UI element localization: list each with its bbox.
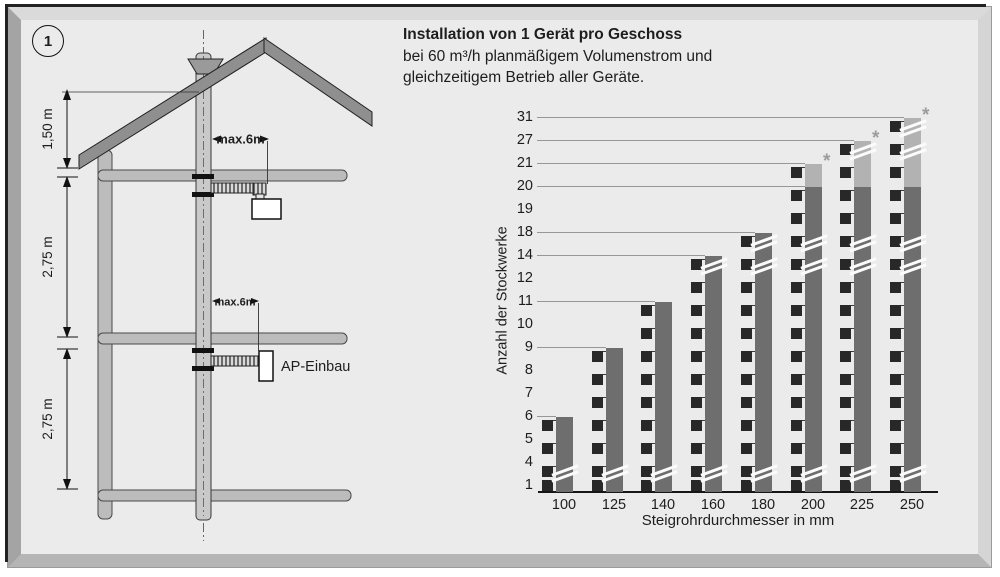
y-axis-label: 27 bbox=[516, 132, 533, 148]
y-axis-label: 10 bbox=[516, 316, 533, 332]
device-unit-square bbox=[791, 443, 802, 454]
device-unit-square bbox=[840, 282, 851, 293]
device-connector-line bbox=[603, 374, 606, 375]
device-connector-line bbox=[652, 420, 655, 421]
device-unit-square bbox=[691, 420, 702, 431]
device-connector-line bbox=[802, 328, 805, 329]
device-connector-line bbox=[752, 351, 755, 352]
x-axis-label: 200 bbox=[800, 497, 826, 513]
y-axis-label: 14 bbox=[516, 247, 533, 263]
device-connector-line bbox=[702, 328, 705, 329]
device-connector-line bbox=[851, 144, 854, 145]
device-connector-line bbox=[851, 374, 854, 375]
y-axis-label: 4 bbox=[524, 454, 533, 470]
device-unit-square bbox=[890, 167, 901, 178]
device-unit-square bbox=[592, 443, 603, 454]
device-unit-square bbox=[890, 374, 901, 385]
device-connector-line bbox=[901, 167, 904, 168]
bar bbox=[655, 302, 672, 493]
device-connector-line bbox=[652, 351, 655, 352]
device-connector-line bbox=[752, 443, 755, 444]
device-unit-square bbox=[791, 167, 802, 178]
dimension-label-lower: 2,75 m bbox=[40, 398, 55, 440]
gridline bbox=[537, 347, 606, 348]
y-axis-title: Anzahl der Stockwerke bbox=[494, 226, 511, 375]
device-unit-square bbox=[641, 305, 652, 316]
device-connector-line bbox=[752, 305, 755, 306]
device-connector-line bbox=[802, 374, 805, 375]
device-connector-line bbox=[752, 420, 755, 421]
device-connector-line bbox=[851, 397, 854, 398]
device-connector-line bbox=[802, 236, 805, 237]
device-unit-square bbox=[641, 443, 652, 454]
device-unit-square bbox=[890, 351, 901, 362]
device-unit-square bbox=[791, 397, 802, 408]
gridline bbox=[537, 301, 655, 302]
y-axis-label: 1 bbox=[524, 477, 533, 493]
device-connector-line bbox=[901, 144, 904, 145]
device-connector-line bbox=[802, 213, 805, 214]
device-connector-line bbox=[802, 167, 805, 168]
device-connector-line bbox=[901, 121, 904, 122]
device-connector-line bbox=[752, 236, 755, 237]
device-unit-square bbox=[741, 328, 752, 339]
y-axis-label: 5 bbox=[524, 431, 533, 447]
device-connector-line bbox=[752, 374, 755, 375]
device-connector-line bbox=[652, 305, 655, 306]
y-axis-label: 8 bbox=[524, 362, 533, 378]
device-connector-line bbox=[752, 328, 755, 329]
dimension-label-upper: 2,75 m bbox=[40, 236, 55, 278]
max-length-label-upper: max.6m bbox=[216, 131, 265, 147]
device-connector-line bbox=[603, 443, 606, 444]
device-unit-square bbox=[791, 190, 802, 201]
device-connector-line bbox=[702, 351, 705, 352]
y-axis-label: 12 bbox=[516, 270, 533, 286]
x-axis-label: 225 bbox=[849, 497, 875, 513]
device-unit-square bbox=[741, 420, 752, 431]
device-connector-line bbox=[752, 259, 755, 260]
gridline bbox=[537, 117, 904, 118]
device-connector-line bbox=[652, 466, 655, 467]
device-label: AP-Einbau bbox=[281, 359, 351, 375]
y-axis-label: 18 bbox=[516, 224, 533, 240]
device-unit-square bbox=[840, 190, 851, 201]
device-connector-line bbox=[802, 190, 805, 191]
device-unit-square bbox=[840, 351, 851, 362]
bar bbox=[854, 187, 871, 493]
device-unit-square bbox=[840, 420, 851, 431]
device-unit-square bbox=[791, 374, 802, 385]
device-connector-line bbox=[901, 259, 904, 260]
x-axis-title: Steigrohrdurchmesser in mm bbox=[641, 512, 835, 529]
device-connector-line bbox=[702, 397, 705, 398]
device-unit-square bbox=[691, 397, 702, 408]
gridline bbox=[537, 416, 556, 417]
device-unit-square bbox=[890, 397, 901, 408]
device-connector-line bbox=[802, 420, 805, 421]
device-connector-line bbox=[901, 443, 904, 444]
figure-subtitle-2: gleichzeitigem Betrieb aller Geräte. bbox=[403, 69, 645, 86]
device-unit-square bbox=[691, 374, 702, 385]
y-axis-label: 21 bbox=[516, 155, 533, 171]
bar bbox=[904, 187, 921, 493]
device-unit-square bbox=[890, 190, 901, 201]
device-unit-square bbox=[641, 420, 652, 431]
device-unit-square bbox=[791, 328, 802, 339]
device-connector-line bbox=[901, 236, 904, 237]
device-unit-square bbox=[840, 167, 851, 178]
device-connector-line bbox=[652, 374, 655, 375]
device-unit-square bbox=[840, 397, 851, 408]
bar-extension bbox=[805, 164, 822, 187]
x-axis-label: 160 bbox=[700, 497, 726, 513]
gridline bbox=[537, 163, 805, 164]
device-connector-line bbox=[901, 282, 904, 283]
device-connector-line bbox=[752, 466, 755, 467]
device-unit-square bbox=[890, 420, 901, 431]
device-unit-square bbox=[641, 397, 652, 408]
device-connector-line bbox=[702, 443, 705, 444]
gridline bbox=[537, 186, 805, 187]
bar bbox=[556, 417, 573, 493]
device-connector-line bbox=[702, 420, 705, 421]
dimension-label-roof: 1,50 m bbox=[40, 108, 55, 150]
x-axis-label: 180 bbox=[750, 497, 776, 513]
device-connector-line bbox=[553, 443, 556, 444]
device-connector-line bbox=[702, 466, 705, 467]
device-connector-line bbox=[901, 190, 904, 191]
device-connector-line bbox=[802, 305, 805, 306]
y-axis-label: 7 bbox=[524, 385, 533, 401]
device-unit-square bbox=[741, 282, 752, 293]
x-axis-label: 125 bbox=[601, 497, 627, 513]
device-unit-square bbox=[890, 213, 901, 224]
device-connector-line bbox=[702, 282, 705, 283]
device-connector-line bbox=[802, 443, 805, 444]
device-connector-line bbox=[851, 282, 854, 283]
device-unit-square bbox=[840, 374, 851, 385]
x-axis-label: 250 bbox=[899, 497, 925, 513]
device-unit-square bbox=[741, 305, 752, 316]
max-length-label-lower: max.6m bbox=[214, 296, 256, 309]
device-connector-line bbox=[553, 420, 556, 421]
device-unit-square bbox=[791, 420, 802, 431]
device-connector-line bbox=[901, 328, 904, 329]
device-connector-line bbox=[553, 466, 556, 467]
device-unit-square bbox=[691, 282, 702, 293]
device-connector-line bbox=[851, 236, 854, 237]
device-connector-line bbox=[901, 213, 904, 214]
device-unit-square bbox=[840, 443, 851, 454]
device-connector-line bbox=[851, 328, 854, 329]
device-unit-square bbox=[542, 420, 553, 431]
device-connector-line bbox=[851, 351, 854, 352]
footnote-asterisk: * bbox=[823, 150, 831, 172]
device-unit-square bbox=[691, 328, 702, 339]
device-connector-line bbox=[802, 282, 805, 283]
y-axis-label: 9 bbox=[524, 339, 533, 355]
device-connector-line bbox=[752, 397, 755, 398]
figure-subtitle-1: bei 60 m³/h planmäßigem Volumenstrom und bbox=[403, 47, 713, 65]
device-connector-line bbox=[702, 305, 705, 306]
device-unit-square bbox=[641, 328, 652, 339]
device-unit-square bbox=[741, 374, 752, 385]
device-unit-square bbox=[791, 305, 802, 316]
device-unit-square bbox=[890, 328, 901, 339]
device-unit-square bbox=[791, 351, 802, 362]
figure-title: Installation von 1 Gerät pro Geschoss bbox=[403, 26, 683, 43]
device-connector-line bbox=[652, 397, 655, 398]
device-connector-line bbox=[802, 259, 805, 260]
device-unit-square bbox=[741, 443, 752, 454]
device-connector-line bbox=[901, 466, 904, 467]
device-unit-square bbox=[542, 443, 553, 454]
y-axis-label: 11 bbox=[517, 293, 533, 309]
device-unit-square bbox=[890, 443, 901, 454]
device-connector-line bbox=[652, 443, 655, 444]
y-axis-label: 31 bbox=[516, 109, 533, 125]
device-connector-line bbox=[851, 305, 854, 306]
device-connector-line bbox=[901, 397, 904, 398]
gridline bbox=[537, 140, 854, 141]
device-connector-line bbox=[603, 466, 606, 467]
device-connector-line bbox=[901, 374, 904, 375]
y-axis-label: 20 bbox=[516, 178, 533, 194]
bar bbox=[705, 256, 722, 493]
device-connector-line bbox=[603, 397, 606, 398]
device-unit-square bbox=[840, 328, 851, 339]
footnote-asterisk: * bbox=[872, 127, 880, 149]
x-axis-label: 100 bbox=[551, 497, 577, 513]
device-unit-square bbox=[592, 374, 603, 385]
device-connector-line bbox=[851, 466, 854, 467]
device-unit-square bbox=[592, 420, 603, 431]
device-unit-square bbox=[691, 443, 702, 454]
device-unit-square bbox=[641, 374, 652, 385]
device-connector-line bbox=[802, 351, 805, 352]
device-unit-square bbox=[890, 305, 901, 316]
gridline bbox=[537, 255, 705, 256]
device-unit-square bbox=[840, 213, 851, 224]
figure-number: 1 bbox=[43, 32, 53, 50]
footnote-asterisk: * bbox=[922, 104, 930, 126]
device-connector-line bbox=[901, 305, 904, 306]
device-connector-line bbox=[702, 259, 705, 260]
device-connector-line bbox=[851, 259, 854, 260]
x-axis-label: 140 bbox=[650, 497, 676, 513]
device-unit-square bbox=[592, 397, 603, 408]
device-connector-line bbox=[851, 190, 854, 191]
device-connector-line bbox=[851, 420, 854, 421]
device-connector-line bbox=[802, 466, 805, 467]
device-unit-square bbox=[641, 351, 652, 362]
device-unit-square bbox=[840, 305, 851, 316]
device-connector-line bbox=[851, 213, 854, 214]
y-axis-label: 6 bbox=[524, 408, 533, 424]
device-connector-line bbox=[652, 328, 655, 329]
device-connector-line bbox=[752, 282, 755, 283]
device-unit-square bbox=[890, 282, 901, 293]
device-unit-square bbox=[691, 305, 702, 316]
device-unit-square bbox=[741, 351, 752, 362]
device-connector-line bbox=[851, 167, 854, 168]
device-connector-line bbox=[603, 351, 606, 352]
device-connector-line bbox=[702, 374, 705, 375]
gridline bbox=[537, 232, 755, 233]
bar bbox=[805, 187, 822, 493]
device-connector-line bbox=[901, 420, 904, 421]
y-axis-label: 19 bbox=[516, 201, 533, 217]
device-connector-line bbox=[851, 443, 854, 444]
device-unit-square bbox=[741, 397, 752, 408]
device-unit-square bbox=[791, 282, 802, 293]
device-unit-square bbox=[691, 351, 702, 362]
device-unit-square bbox=[791, 213, 802, 224]
device-connector-line bbox=[802, 397, 805, 398]
device-connector-line bbox=[901, 351, 904, 352]
device-unit-square bbox=[592, 351, 603, 362]
device-connector-line bbox=[603, 420, 606, 421]
